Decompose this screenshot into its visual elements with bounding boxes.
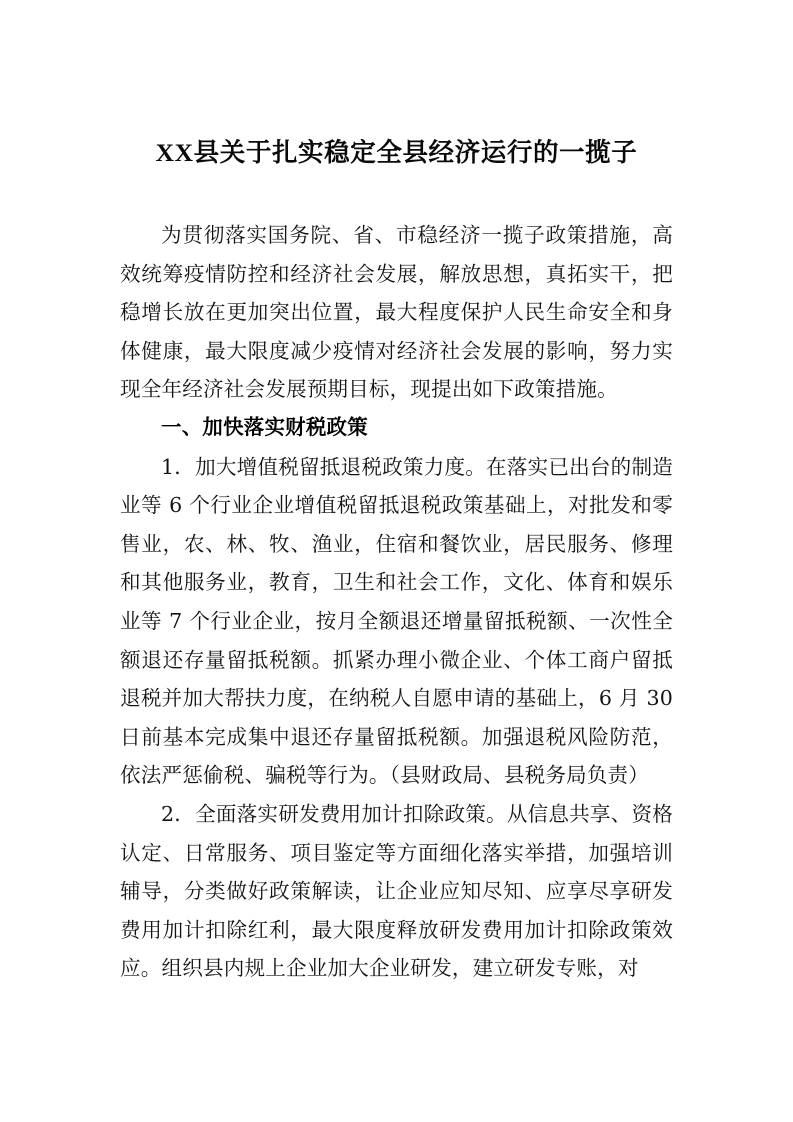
section-heading-1: 一、加快落实财税政策 <box>161 416 368 439</box>
page-title <box>120 0 673 174</box>
preamble-paragraph: 为贯彻落实国务院、省、市稳经济一揽子政策措施，高效统筹疫情防控和经济社会发展，解放思想，真拓实干，把稳增长放在更加突出位置，最大程度保护人民生命安全和身体健康，最大限度减少疫情对经济社会发展的影响，努力实现全年经济社会发展预期目标，现提出如下政策措施。 <box>120 223 673 402</box>
body-block <box>120 174 673 988</box>
policy-item-1: 1．加大增值税留抵退税政策力度。在落实已出台的制造业等 6 个行业企业增值税留抵退税政策基础上，对批发和零售业，农、林、牧、渔业，住宿和餐饮业，居民服务、修理和其他服务业，教育，卫生和社会工作，文化、体育和娱乐业等 7 个行业企业，按月全额退还增量留抵税额、一次性全额退还存量留抵税额。抓紧办理小微企业、个体工商户留抵退税并加大帮扶力度，在纳税人自愿申请的基础上，6 月 30 日前基本完成集中退还存量留抵税额。加强退税风险防范，依法严惩偷税、骗税等行为。（县财政局、县税务局负责） <box>120 454 673 788</box>
policy-item-2: 2．全面落实研发费用加计扣除政策。从信息共享、资格认定、日常服务、项目鉴定等方面细化落实举措，加强培训辅导，分类做好政策解读，让企业应知尽知、应享尽享研发费用加计扣除红利，最大限度释放研发费用加计扣除政策效应。组织县内规上企业加大企业研发，建立研发专账，对 <box>120 801 673 981</box>
page-title-line-1: XX县关于扎实稳定全县经济运行的一揽子 <box>155 138 638 167</box>
page-content <box>120 0 673 988</box>
